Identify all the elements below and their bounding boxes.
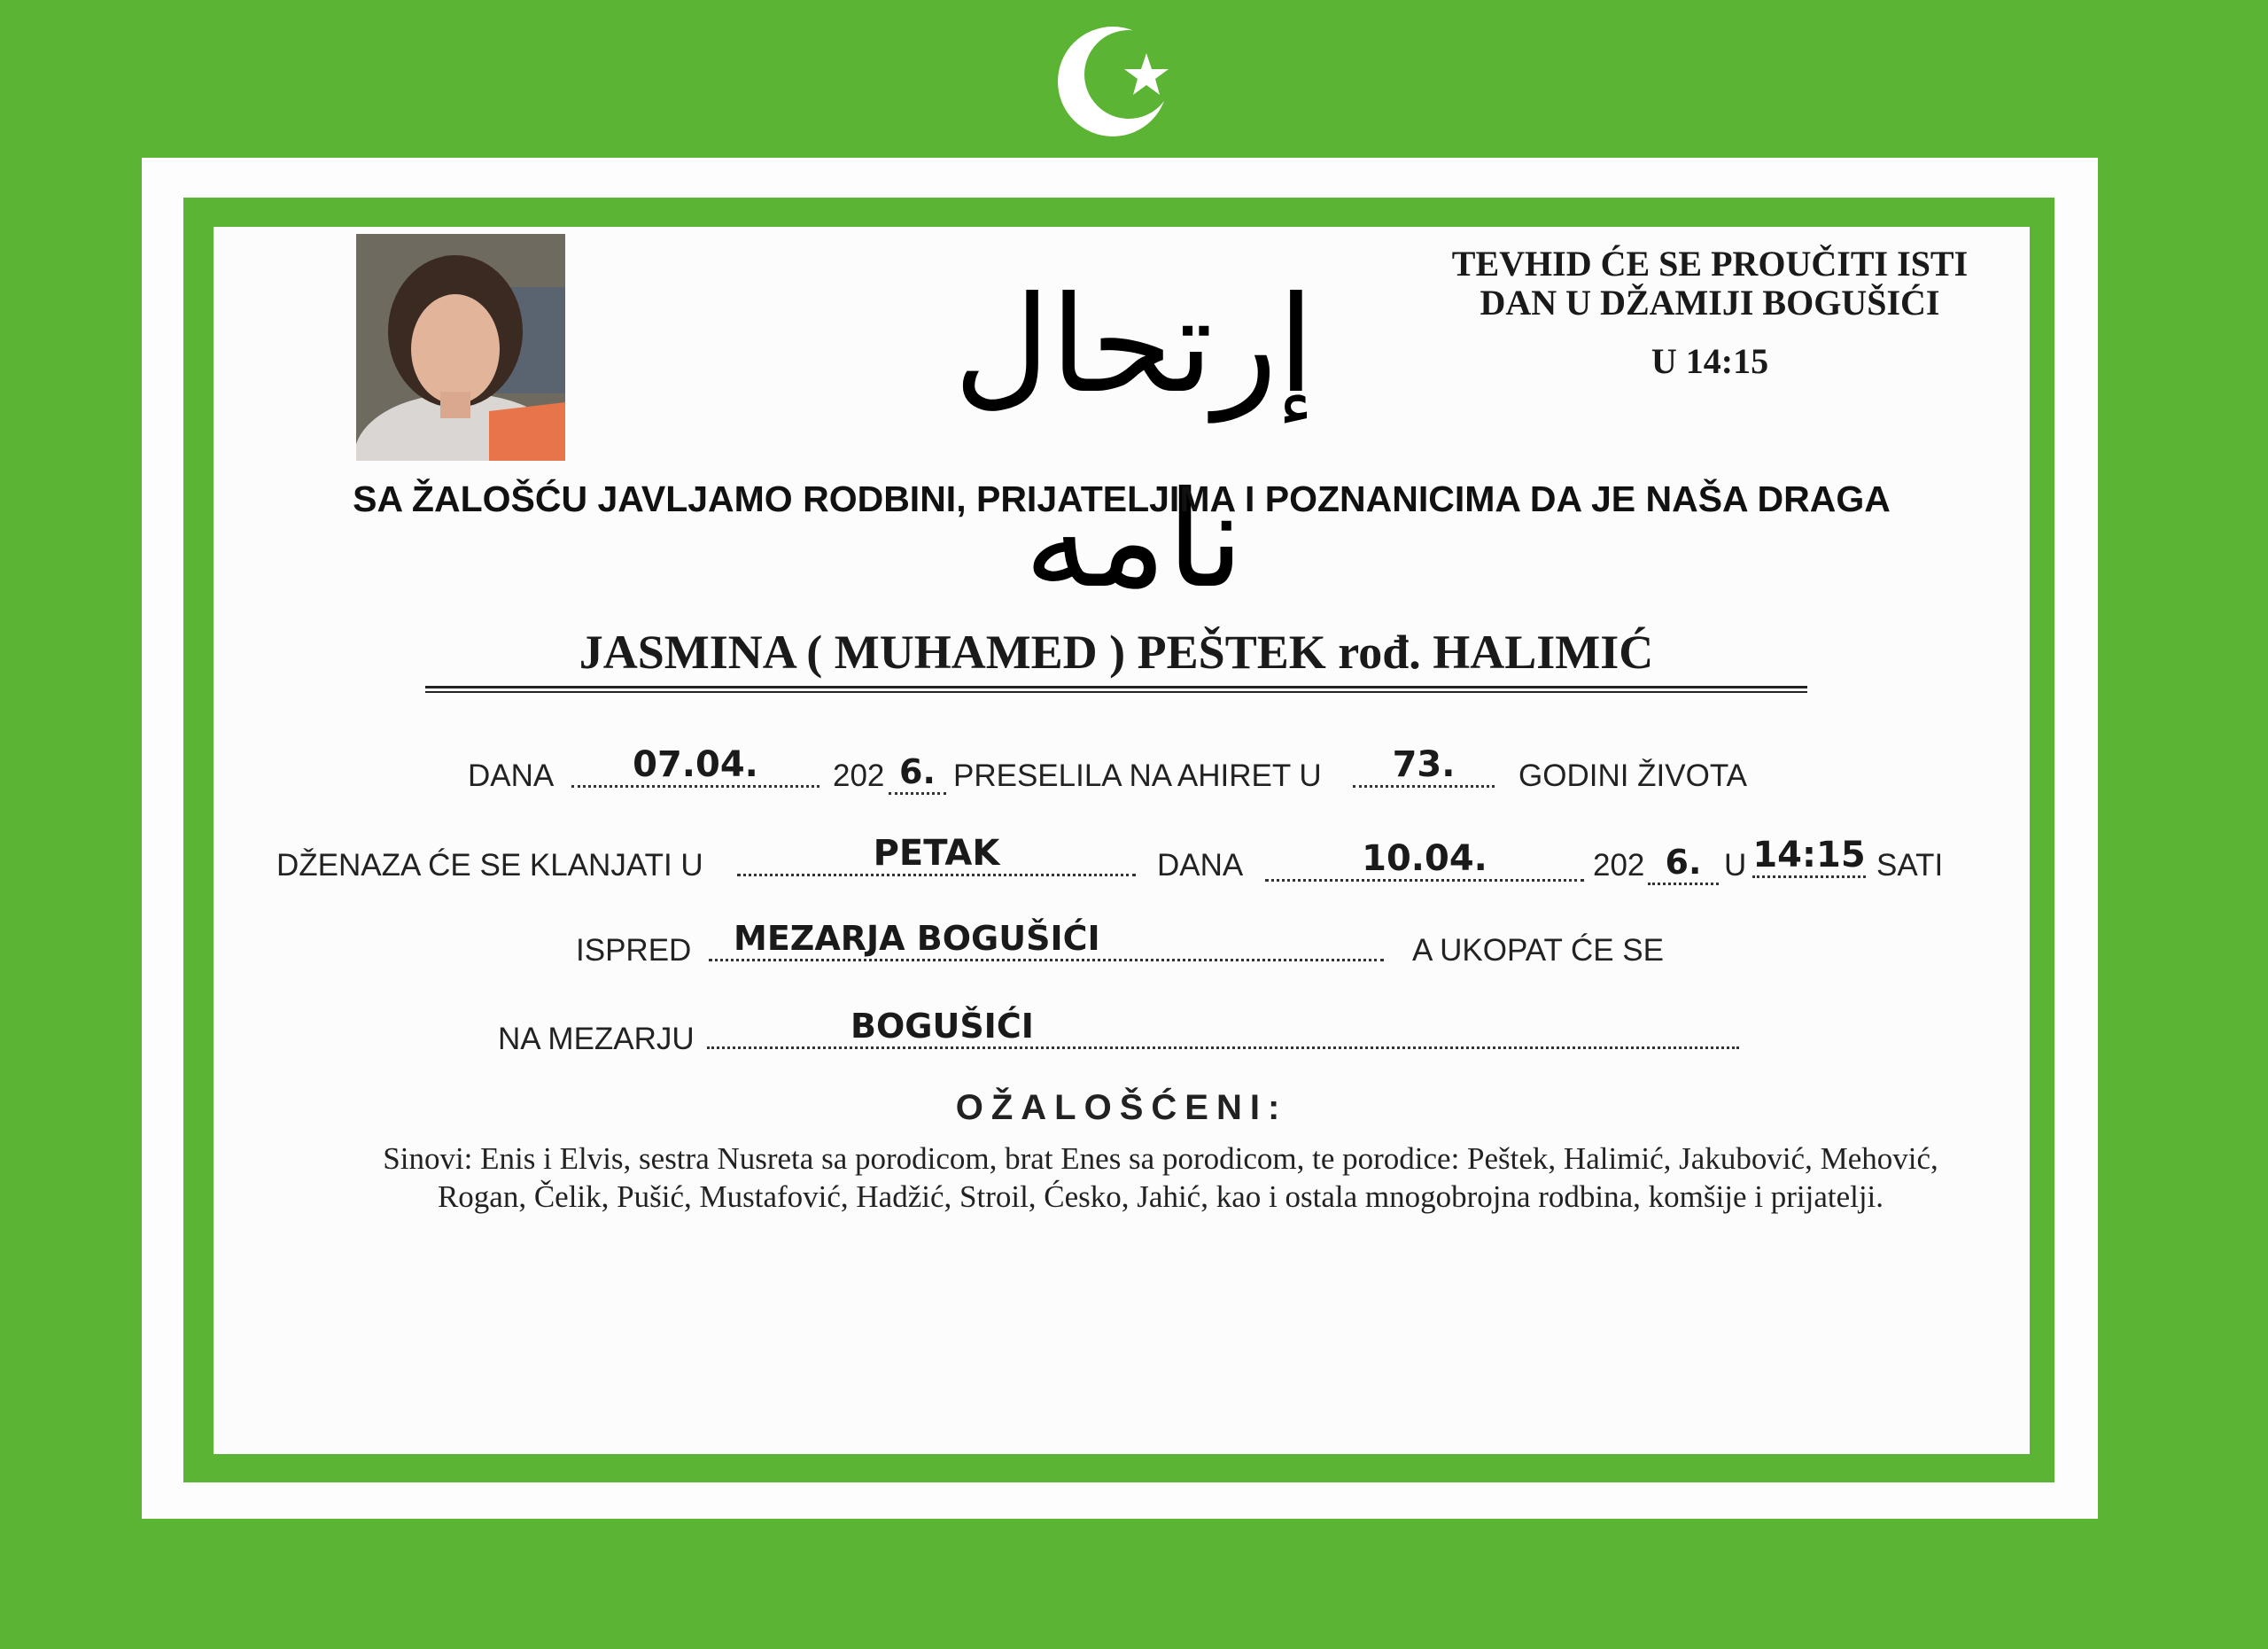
deceased-name: JASMINA ( MUHAMED ) PEŠTEK rođ. HALIMIĆ bbox=[579, 626, 1654, 679]
death-date: 07.04. bbox=[571, 744, 819, 788]
mourners-title: OŽALOŠĆENI: bbox=[955, 1088, 1288, 1127]
funeral-date: 10.04. bbox=[1265, 838, 1584, 882]
tevhid-time: U 14:15 bbox=[1651, 341, 1769, 381]
intro-text: SA ŽALOŠĆU JAVLJAMO RODBINI, PRIJATELJIMA I POZNANICIMA DA JE NAŠA DRAGA bbox=[353, 478, 1891, 519]
funeral-day: PETAK bbox=[737, 833, 1136, 876]
label-preselila: PRESELILA NA AHIRET U bbox=[953, 758, 1322, 793]
arabic-title: إرتحال نامه bbox=[953, 268, 1315, 618]
age-value: 73. bbox=[1353, 744, 1495, 788]
tevhid-line-1: TEVHID ĆE SE PROUČITI ISTI bbox=[1451, 244, 1969, 284]
label-na-mezarju: NA MEZARJU bbox=[498, 1022, 695, 1056]
funeral-time: 14:15 bbox=[1752, 835, 1866, 878]
funeral-year-digit: 6. bbox=[1648, 842, 1719, 885]
label-dana-2: DANA bbox=[1157, 848, 1244, 883]
name-underline bbox=[425, 686, 1807, 693]
cemetery-name: BOGUŠIĆI bbox=[707, 1006, 1739, 1049]
deceased-photo bbox=[356, 234, 565, 461]
mourners-list bbox=[239, 1140, 2082, 1216]
year-prefix: 202 bbox=[833, 758, 885, 793]
label-ukopat: A UKOPAT ĆE SE bbox=[1412, 933, 1664, 968]
year-prefix-2: 202 bbox=[1593, 848, 1645, 883]
crescent-and-star-icon bbox=[1054, 19, 1178, 144]
label-godini-zivota: GODINI ŽIVOTA bbox=[1518, 758, 1747, 793]
label-ispred: ISPRED bbox=[576, 933, 692, 968]
tevhid-line-2: DAN U DŽAMIJI BOGUŠIĆI bbox=[1480, 283, 1940, 323]
label-dana: DANA bbox=[468, 758, 555, 793]
label-u: U bbox=[1724, 848, 1747, 883]
label-dzenaza: DŽENAZA ĆE SE KLANJATI U bbox=[276, 848, 703, 883]
label-sati: SATI bbox=[1876, 848, 1944, 883]
mourners-line-2: Rogan, Čelik, Pušić, Mustafović, Hadžić, Stroil, Ćesko, Jahić, kao i ostala mnogobrojna rodbina, komšije i prijatelji. bbox=[437, 1179, 1884, 1214]
tevhid-notice bbox=[1418, 245, 2002, 381]
death-year-digit: 6. bbox=[889, 751, 946, 795]
mourners-line-1: Sinovi: Enis i Elvis, sestra Nusreta sa porodicom, brat Enes sa porodicom, te porodice: Peštek, Halimić, Jakubović, Mehović, bbox=[383, 1141, 1938, 1176]
prayer-place: MEZARJA BOGUŠIĆI bbox=[709, 918, 1384, 961]
